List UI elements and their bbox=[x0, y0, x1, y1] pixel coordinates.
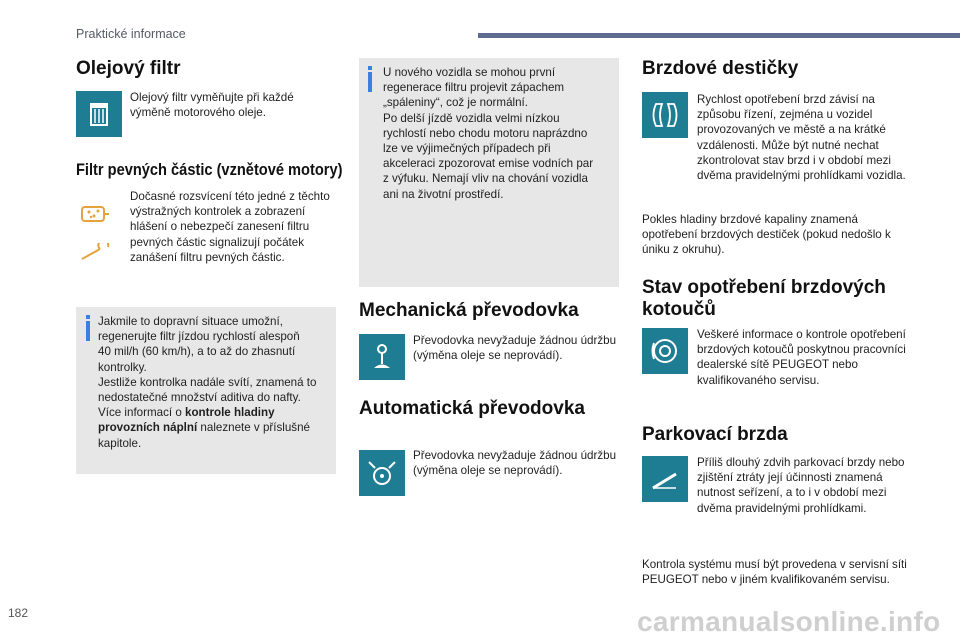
automatic-gearbox-icon bbox=[359, 450, 405, 496]
oil-filter-text: Olejový filtr vyměňujte při každé výměně motorového oleje. bbox=[130, 91, 294, 120]
manual-gearbox-title: Mechanická převodovka bbox=[359, 300, 579, 321]
particle-filter-info-text: Jakmile to dopravní situace umožní, regenerujte filtr jízdou rychlostí alespoň 40 mil/h (60 km/h), a to až do zhasnutí kontrolky. Jestliže kontrolka nadále svítí, znamená to nedostatečné množství aditiva do nafty. Více informací o kontrole hladiny provozních náplní naleznete v příslušné kapitole. bbox=[98, 315, 317, 450]
info-icon bbox=[86, 321, 90, 341]
page-number: 182 bbox=[8, 606, 29, 620]
particle-filter-warning-icon bbox=[80, 203, 110, 225]
brake-discs-title: Stav opotřebení brzdových kotoučů bbox=[642, 277, 886, 320]
manual-gearbox-icon bbox=[359, 334, 405, 380]
info-icon bbox=[368, 72, 372, 92]
brake-pads-title: Brzdové destičky bbox=[642, 58, 799, 79]
automatic-gearbox-text: Převodovka nevyžaduje žádnou údržbu (výměna oleje se neprovádí). bbox=[413, 449, 617, 478]
particle-filter-text: Dočasné rozsvícení této jedné z těchto výstražných kontrolek a zobrazení hlášení o nebezpečí zanesení filtru pevných částic signalizují počátek zanášení filtru pevných částic. bbox=[130, 190, 330, 264]
brake-pads-text: Rychlost opotřebení brzd závisí na způsobu řízení, zejména u vozidel provozovaných ve městě a na krátké vzdálenosti. Může být nutné nechat zkontrolovat stav brzd i v období mezi dvěma pravidelnými prohlídkami vozidla. bbox=[697, 93, 906, 183]
oil-filter-title: Olejový filtr bbox=[76, 58, 181, 79]
oil-filter-icon bbox=[76, 91, 122, 137]
header-bar bbox=[478, 33, 960, 38]
manual-gearbox-text: Převodovka nevyžaduje žádnou údržbu (výměna oleje se neprovádí). bbox=[413, 334, 617, 363]
brake-discs-text: Veškeré informace o kontrole opotřebení brzdových kotoučů poskytnou pracovníci dealerské sítě PEUGEOT nebo kvalifikovaného servisu. bbox=[697, 328, 906, 387]
brake-fluid-note: Pokles hladiny brzdové kapaliny znamená opotřebení brzdových destiček (pokud nedošlo k úniku z okruhu). bbox=[642, 213, 891, 257]
regeneration-info-text: U nového vozidla se mohou první regenerace filtru projevit zápachem „spáleniny“, což je normální. Po delší jízdě vozidla velmi nízkou rychlostí nebo chodu motoru naprázdno lze ve výjimečných případech při akceleraci zpozorovat emise vodních par z výfuku. Nemají vliv na chování vozidla ani na životní prostředí. bbox=[383, 66, 594, 201]
brake-pads-icon bbox=[642, 92, 688, 138]
brake-disc-icon bbox=[642, 328, 688, 374]
particle-filter-title: Filtr pevných částic (vznětové motory) bbox=[76, 160, 343, 179]
parking-brake-text: Příliš dlouhý zdvih parkovací brzdy nebo zjištění ztráty její účinnosti znamená nutnost seřízení, a to i v období mezi dvěma pravidelnými prohlídkami. bbox=[697, 456, 905, 515]
section-header: Praktické informace bbox=[76, 27, 186, 41]
parking-brake-icon bbox=[642, 456, 688, 502]
parking-brake-note: Kontrola systému musí být provedena v servisní síti PEUGEOT nebo v jiném kvalifikovaném servisu. bbox=[642, 558, 907, 587]
parking-brake-title: Parkovací brzda bbox=[642, 424, 788, 445]
service-wrench-icon bbox=[80, 243, 112, 263]
watermark: carmanualsonline.info bbox=[637, 606, 941, 637]
automatic-gearbox-title: Automatická převodovka bbox=[359, 398, 585, 419]
